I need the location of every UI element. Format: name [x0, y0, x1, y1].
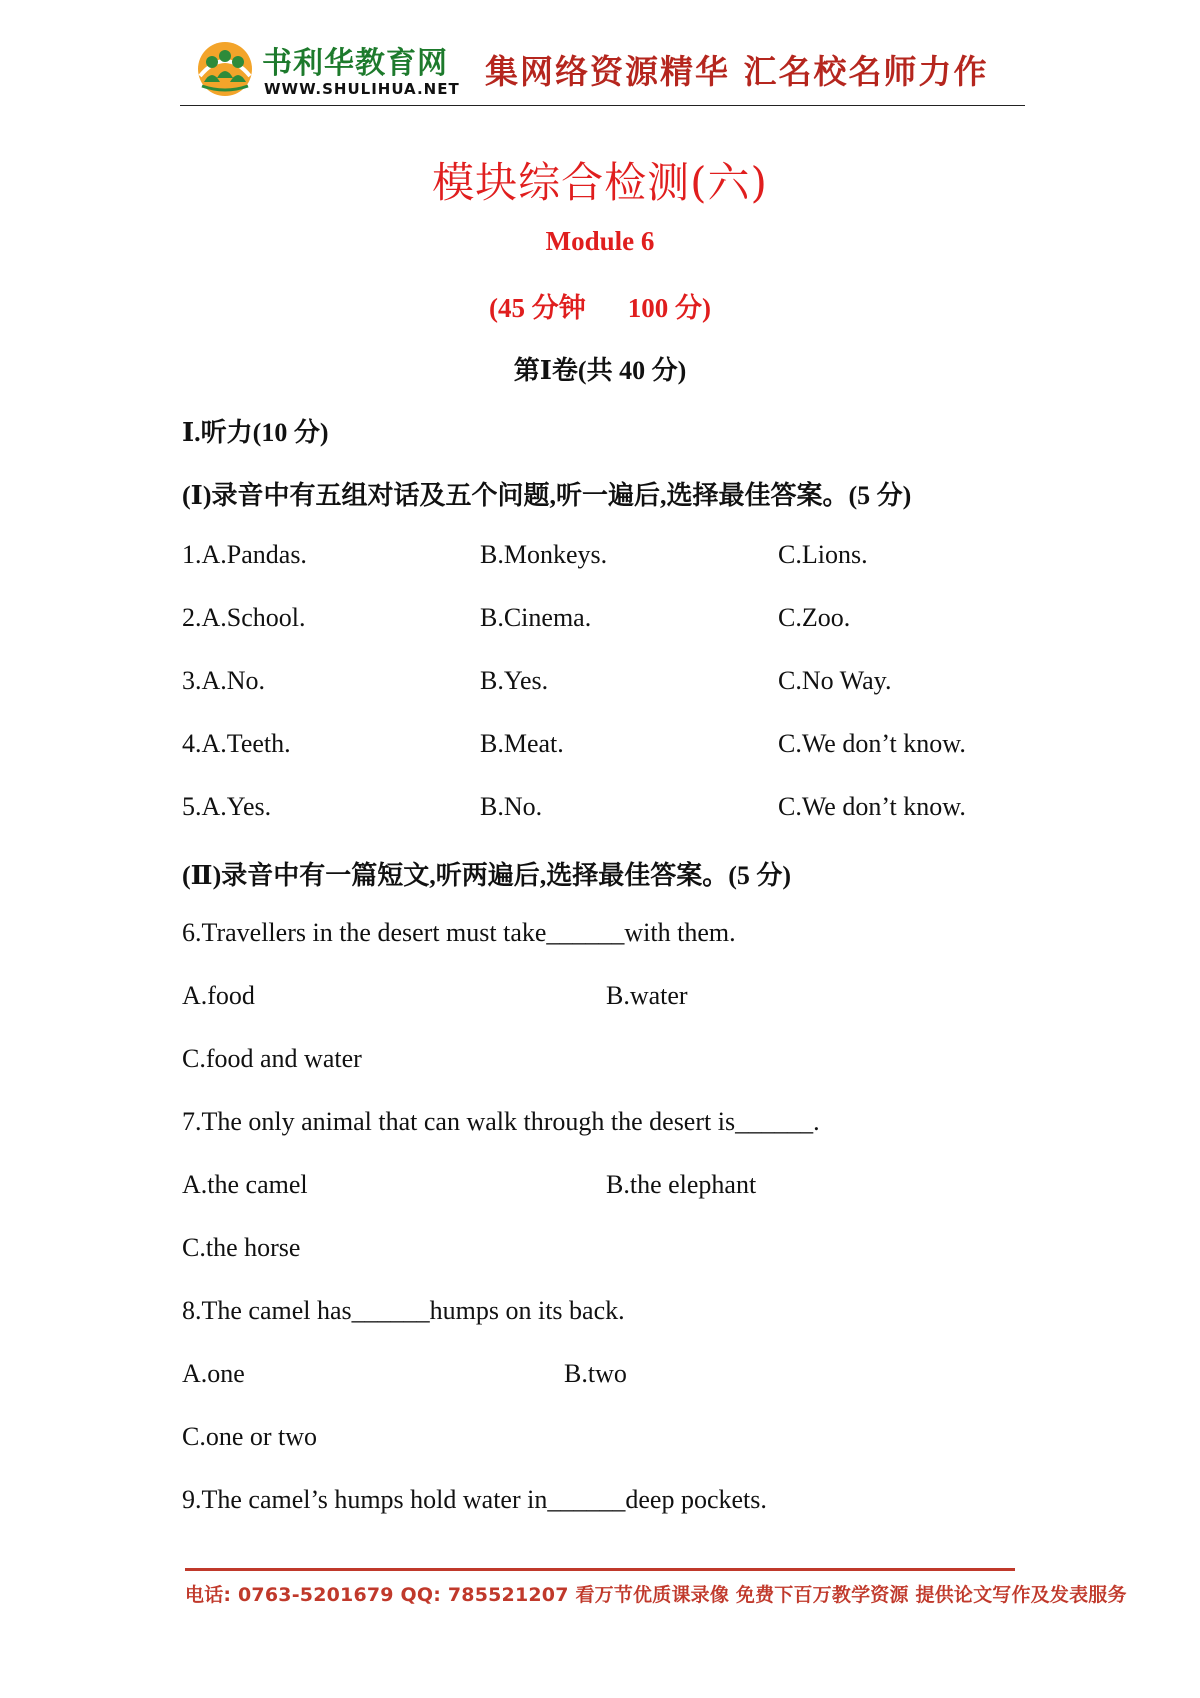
q8-option-a: A.one: [182, 1359, 245, 1388]
q3-option-a: 3.A.No.: [182, 666, 266, 695]
q7-option-c: C.the horse: [182, 1233, 301, 1262]
header-slogan: 集网络资源精华 汇名校名师力作: [485, 52, 989, 91]
volume-heading: 第Ⅰ卷(共 40 分): [513, 356, 687, 385]
q2-option-c: C.Zoo.: [778, 603, 851, 632]
q3-option-b: B.Yes.: [480, 666, 549, 695]
footer-contact: 电话: 0763-5201679 QQ: 785521207 看万节优质课录像 免费下百万教学资源 提供论文写作及发表服务: [185, 1584, 1127, 1606]
q6-option-a: A.food: [182, 981, 255, 1010]
q8-stem: 8.The camel has______humps on its back.: [182, 1296, 625, 1325]
q6-option-b: B.water: [606, 981, 688, 1010]
exam-time: (45 分钟: [489, 293, 586, 323]
q1-option-c: C.Lions.: [778, 540, 868, 569]
q7-stem: 7.The only animal that can walk through the desert is______.: [182, 1107, 820, 1136]
brand-name: 书利华教育网: [262, 46, 448, 81]
q2-option-a: 2.A.School.: [182, 603, 306, 632]
part2-heading: (Ⅱ)录音中有一篇短文,听两遍后,选择最佳答案。(5 分): [182, 861, 792, 890]
q7-option-a: A.the camel: [182, 1170, 308, 1199]
exam-score: 100 分): [627, 293, 711, 323]
q8-option-c: C.one or two: [182, 1422, 318, 1451]
brand-url: WWW.SHULIHUA.NET: [264, 80, 460, 98]
module-title: Module 6: [545, 226, 655, 256]
listening-heading: Ⅰ.听力(10 分): [182, 418, 329, 447]
q9-stem: 9.The camel’s humps hold water in______deep pockets.: [182, 1485, 767, 1514]
q1-option-b: B.Monkeys.: [480, 540, 608, 569]
q5-option-c: C.We don’t know.: [778, 792, 966, 821]
q5-option-b: B.No.: [480, 792, 543, 821]
q4-option-c: C.We don’t know.: [778, 729, 966, 758]
part1-heading: (Ⅰ)录音中有五组对话及五个问题,听一遍后,选择最佳答案。(5 分): [182, 481, 912, 510]
page-title: 模块综合检测(六): [432, 158, 768, 207]
q7-option-b: B.the elephant: [606, 1170, 757, 1199]
header-divider: [180, 105, 1025, 106]
time-and-score: [0, 286, 1200, 325]
footer-divider: [185, 1568, 1015, 1571]
q5-option-a: 5.A.Yes.: [182, 792, 272, 821]
q3-option-c: C.No Way.: [778, 666, 892, 695]
q2-option-b: B.Cinema.: [480, 603, 592, 632]
q4-option-a: 4.A.Teeth.: [182, 729, 291, 758]
logo-icon: [190, 36, 260, 98]
q8-option-b: B.two: [564, 1359, 627, 1388]
q4-option-b: B.Meat.: [480, 729, 564, 758]
q6-stem: 6.Travellers in the desert must take______with them.: [182, 918, 736, 947]
q6-option-c: C.food and water: [182, 1044, 362, 1073]
q1-option-a: 1.A.Pandas.: [182, 540, 307, 569]
